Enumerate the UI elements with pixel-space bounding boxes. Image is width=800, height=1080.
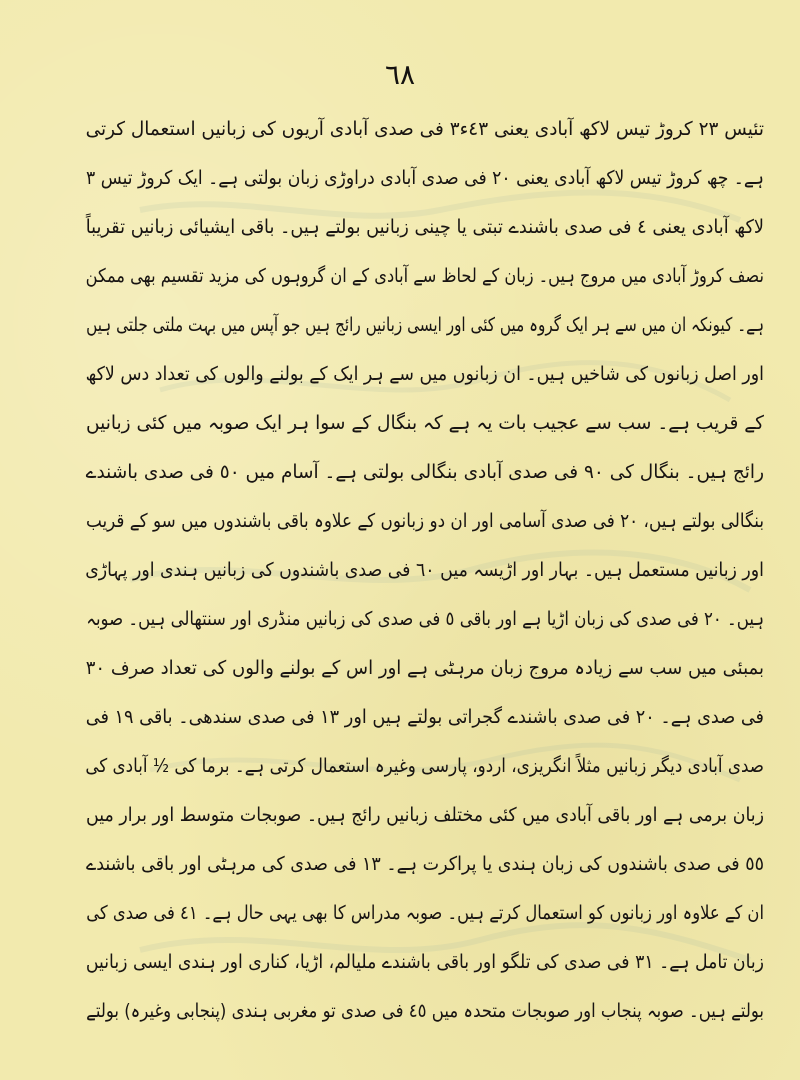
text-line: رائج ہیں۔ بنگال کی ٩٠ فی صدی آبادی بنگالی بولتی ہے۔ آسام میں ٥٠ فی صدی باشندے [85, 461, 764, 483]
page-number: ٦٨ [384, 58, 416, 91]
text-line: فی صدی ہے۔ ٢٠ فی صدی باشندے گجراتی بولتے ہیں اور ١٣ فی صدی سندھی۔ باقی ١٩ فی [86, 706, 764, 728]
text-line: اور اصل زبانوں کی شاخیں ہیں۔ ان زبانوں میں سے ہر ایک کے بولنے والوں کی تعداد دس لاکھ [85, 363, 764, 385]
text-line: لاکھ آبادی یعنی ٤ فی صدی باشندے تبتی یا چینی زبانیں بولتے ہیں۔ باقی ایشیائی زبانیں تقریباً [85, 216, 764, 238]
text-line: ٥٥ فی صدی باشندوں کی زبان ہندی یا پراکرت ہے۔ ١٣ فی صدی کی مرہٹی اور باقی باشندے [85, 853, 764, 875]
text-line: بولتے ہیں۔ صوبہ پنجاب اور صوبجات متحدہ میں ٤٥ فی صدی تو مغربی ہندی (پنجابی وغیرہ) بولتے [86, 1000, 764, 1022]
text-line: صدی آبادی دیگر زبانیں مثلاً انگریزی، اردو، پارسی وغیرہ استعمال کرتی ہے۔ برما کی ½ آبادی کی [85, 755, 764, 777]
text-line: ہے۔ کیونکہ ان میں سے ہر ایک گروہ میں کئی اور ایسی زبانیں رائج ہیں جو آپس میں بہت ملتی جلتی ہیں [86, 314, 764, 336]
text-line: بنگالی بولتے ہیں، ٢٠ فی صدی آسامی اور ان دو زبانوں کے علاوہ باقی باشندوں میں سو کے قریب [85, 510, 764, 532]
text-line: ہے۔ چھ کروڑ تیس لاکھ آبادی یعنی ٢٠ فی صدی آبادی دراوڑی زبان بولتی ہے۔ ایک کروڑ تیس ٣ [86, 167, 764, 189]
text-line: کے قریب ہے۔ سب سے عجیب بات یہ ہے کہ بنگال کے سوا ہر ایک صوبہ میں کئی زبانیں [85, 412, 764, 434]
text-line: بمبئی میں سب سے زیادہ مروج زبان مرہٹی ہے اور اس کے بولنے والوں کی تعداد صرف ٣٠ [85, 657, 764, 679]
text-line: ہیں۔ ٢٠ فی صدی کی زبان اڑیا ہے اور باقی ٥ فی صدی کی زبانیں منڈری اور سنتھالی ہیں۔ صوبہ [86, 608, 764, 630]
text-line: نصف کروڑ آبادی میں مروج ہیں۔ زبان کے لحاظ سے آبادی کے ان گروہوں کی مزید تقسیم بھی ممکن [85, 265, 764, 287]
text-line: تئیس ٢٣ کروڑ تیس لاکھ آبادی یعنی ٤٣ء٣ فی صدی آبادی آریوں کی زبانیں استعمال کرتی [85, 118, 764, 140]
text-line: زبان تامل ہے۔ ٣١ فی صدی کی تلگو اور باقی باشندے ملیالم، اڑیا، کناری اور ہندی ایسی زبانیں [85, 951, 764, 973]
text-line: زبان برمی ہے اور باقی آبادی میں کئی مختلف زبانیں رائج ہیں۔ صوبجات متوسط اور برار میں [85, 804, 764, 826]
text-line: اور زبانیں مستعمل ہیں۔ بہار اور اڑیسہ میں ٦٠ فی صدی باشندوں کی زبانیں ہندی اور پہاڑی [85, 559, 764, 581]
text-line: ان کے علاوہ اور زبانوں کو استعمال کرتے ہیں۔ صوبہ مدراس کا بھی یہی حال ہے۔ ٤١ فی صدی کی [86, 902, 764, 924]
urdu-text-body [86, 105, 764, 1036]
